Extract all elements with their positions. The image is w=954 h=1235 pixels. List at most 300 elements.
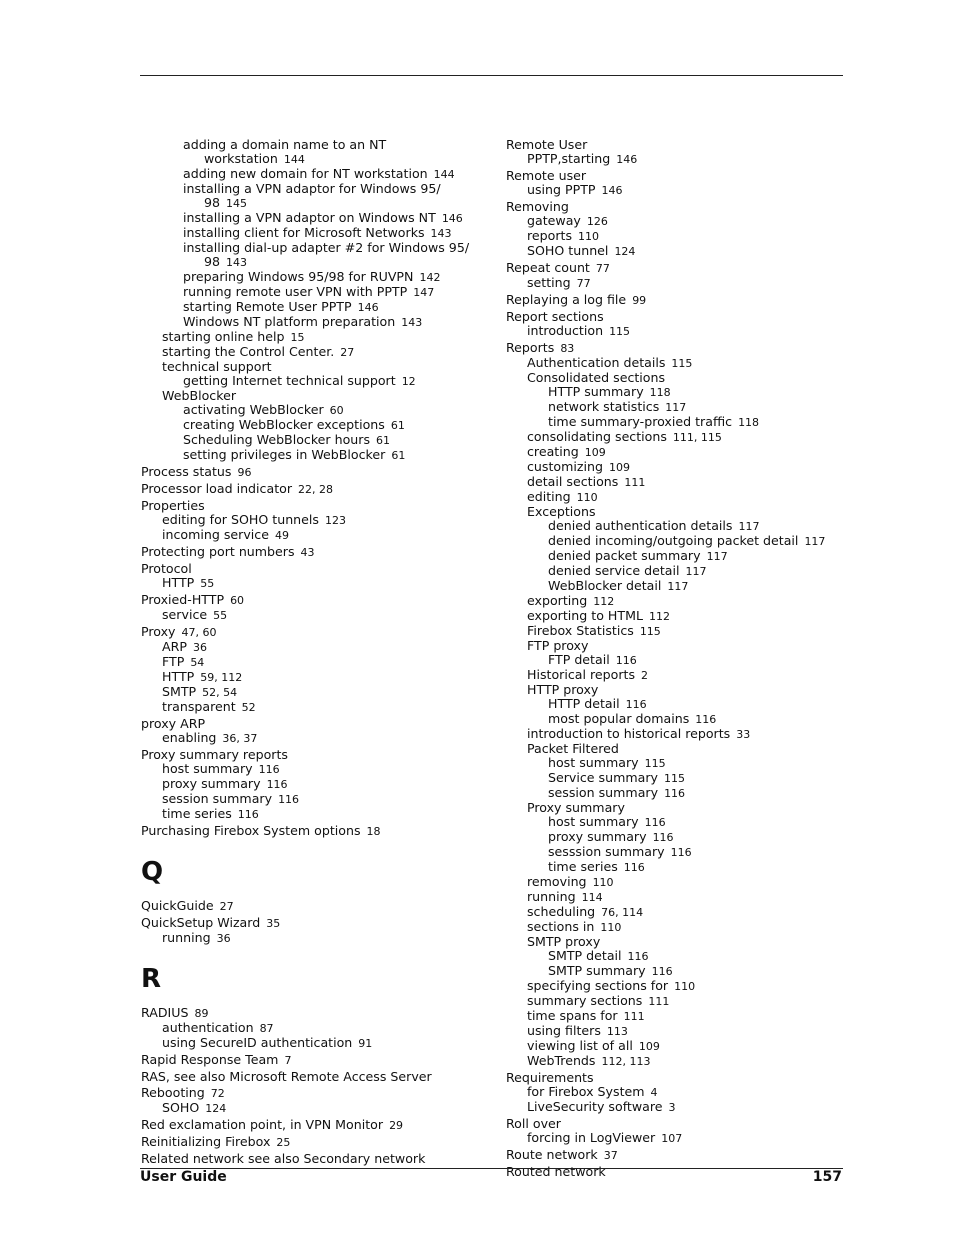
index-term: WebTrends bbox=[527, 1053, 596, 1068]
index-entry bbox=[141, 1152, 501, 1166]
index-entry bbox=[141, 748, 501, 762]
index-term: setting privileges in WebBlocker bbox=[183, 447, 386, 462]
index-page-ref: 117 bbox=[685, 565, 707, 578]
index-entry bbox=[506, 293, 851, 308]
index-term: technical support bbox=[162, 359, 272, 374]
index-page-ref: 36 bbox=[216, 932, 231, 945]
index-term: Roll over bbox=[506, 1116, 561, 1131]
index-term: Protecting port numbers bbox=[141, 544, 295, 559]
index-page-ref: 115 bbox=[639, 625, 661, 638]
index-entry bbox=[506, 964, 851, 979]
index-term: incoming service bbox=[162, 527, 269, 542]
index-term: time summary-proxied traffic bbox=[548, 414, 733, 429]
index-term: time series bbox=[548, 859, 618, 874]
index-entry bbox=[506, 712, 851, 727]
index-term: transparent bbox=[162, 699, 236, 714]
index-entry bbox=[141, 315, 501, 330]
index-entry bbox=[141, 403, 501, 418]
index-entry bbox=[141, 1086, 501, 1101]
index-page-ref: 146 bbox=[441, 212, 463, 225]
index-term: exporting to HTML bbox=[527, 608, 643, 623]
index-term: WebBlocker bbox=[162, 388, 236, 403]
index-term: Report sections bbox=[506, 309, 604, 324]
index-term: SMTP detail bbox=[548, 948, 622, 963]
index-entry bbox=[506, 668, 851, 683]
index-entry bbox=[141, 448, 501, 463]
index-term: consolidating sections bbox=[527, 429, 667, 444]
index-page-ref: 112, 113 bbox=[601, 1055, 651, 1068]
index-page-ref: 145 bbox=[226, 197, 248, 210]
index-term: Proxied-HTTP bbox=[141, 592, 225, 607]
index-page-ref: 77 bbox=[576, 277, 591, 290]
index-term: Purchasing Firebox System options bbox=[141, 823, 361, 838]
index-entry bbox=[506, 505, 851, 519]
index-entry bbox=[141, 655, 501, 670]
index-page-ref: 124 bbox=[205, 1102, 227, 1115]
index-entry bbox=[141, 670, 501, 685]
index-entry bbox=[506, 169, 851, 183]
index-entry bbox=[141, 330, 501, 345]
index-page-ref: 116 bbox=[258, 763, 280, 776]
index-entry bbox=[506, 994, 851, 1009]
index-entry bbox=[506, 1148, 851, 1163]
index-term: 98 bbox=[204, 254, 221, 269]
index-page-ref: 126 bbox=[586, 215, 608, 228]
index-entry bbox=[141, 1036, 501, 1051]
index-page-ref: 22, 28 bbox=[298, 483, 334, 496]
index-entry bbox=[506, 475, 851, 490]
index-entry bbox=[141, 1021, 501, 1036]
index-page-ref: 27 bbox=[340, 346, 355, 359]
index-page-ref: 29 bbox=[389, 1119, 404, 1132]
index-entry bbox=[506, 276, 851, 291]
index-entry bbox=[141, 593, 501, 608]
index-term: reports bbox=[527, 228, 573, 243]
index-entry bbox=[141, 576, 501, 591]
index-term: installing a VPN adaptor for Windows 95/ bbox=[183, 181, 441, 196]
index-entry bbox=[141, 807, 501, 822]
index-term: starting Remote User PPTP bbox=[183, 299, 352, 314]
index-entry bbox=[506, 815, 851, 830]
index-term: proxy summary bbox=[162, 776, 261, 791]
index-page-ref: 117 bbox=[706, 550, 728, 563]
index-term: Remote user bbox=[506, 168, 587, 183]
index-term: Proxy summary bbox=[527, 800, 625, 815]
index-entry bbox=[506, 979, 851, 994]
index-page-ref: 61 bbox=[391, 449, 406, 462]
index-entry bbox=[141, 1006, 501, 1021]
index-page-ref: 115 bbox=[644, 757, 666, 770]
index-page-ref: 61 bbox=[390, 419, 405, 432]
index-entry bbox=[506, 310, 851, 324]
index-term: adding new domain for NT workstation bbox=[183, 166, 428, 181]
index-entry bbox=[141, 731, 501, 746]
index-page-ref: 146 bbox=[601, 184, 623, 197]
index-entry bbox=[506, 579, 851, 594]
index-term: proxy ARP bbox=[141, 716, 206, 731]
index-term: removing bbox=[527, 874, 587, 889]
index-page-ref: 116 bbox=[664, 787, 686, 800]
index-page-ref: 146 bbox=[616, 153, 638, 166]
index-term: installing dial-up adapter #2 for Windows 95/ bbox=[183, 240, 470, 255]
index-entry bbox=[141, 196, 501, 211]
index-term: Consolidated sections bbox=[527, 370, 666, 385]
index-term: Proxy summary reports bbox=[141, 747, 288, 762]
index-entry bbox=[141, 499, 501, 513]
index-term: PPTP,starting bbox=[527, 151, 611, 166]
index-term: LiveSecurity software bbox=[527, 1099, 663, 1114]
index-page-ref: 116 bbox=[695, 713, 717, 726]
index-page-ref: 2 bbox=[641, 669, 649, 682]
index-term: running remote user VPN with PPTP bbox=[183, 284, 408, 299]
footer-page-number: 157 bbox=[812, 1169, 842, 1185]
index-term: denied packet summary bbox=[548, 548, 701, 563]
index-term: creating WebBlocker exceptions bbox=[183, 417, 385, 432]
index-entry bbox=[506, 385, 851, 400]
index-entry bbox=[141, 792, 501, 807]
index-page-ref: 113 bbox=[606, 1025, 628, 1038]
index-entry bbox=[141, 717, 501, 731]
index-page-ref: 124 bbox=[614, 245, 636, 258]
index-term: enabling bbox=[162, 730, 217, 745]
index-page-ref: 37 bbox=[603, 1149, 618, 1162]
index-page-ref: 47, 60 bbox=[181, 626, 217, 639]
index-term: editing bbox=[527, 489, 571, 504]
index-entry bbox=[506, 1024, 851, 1039]
index-page-ref: 99 bbox=[632, 294, 647, 307]
index-term: HTTP proxy bbox=[527, 682, 599, 697]
index-term: Protocol bbox=[141, 561, 192, 576]
index-term: running bbox=[162, 930, 211, 945]
index-page-ref: 143 bbox=[401, 316, 423, 329]
index-term: using SecureID authentication bbox=[162, 1035, 353, 1050]
index-term: session summary bbox=[548, 785, 659, 800]
index-entry bbox=[141, 513, 501, 528]
index-term: running bbox=[527, 889, 576, 904]
index-page-ref: 115 bbox=[609, 325, 631, 338]
index-page-ref: 54 bbox=[190, 656, 205, 669]
index-page-ref: 116 bbox=[670, 846, 692, 859]
index-entry bbox=[506, 845, 851, 860]
index-page-ref: 144 bbox=[283, 153, 305, 166]
index-term: Related network see also Secondary network bbox=[141, 1151, 426, 1166]
index-term: RADIUS bbox=[141, 1005, 189, 1020]
index-page-ref: 116 bbox=[651, 965, 673, 978]
index-page-ref: 117 bbox=[665, 401, 687, 414]
index-page-ref: 116 bbox=[627, 950, 649, 963]
index-term: getting Internet technical support bbox=[183, 373, 396, 388]
index-term: specifying sections for bbox=[527, 978, 669, 993]
index-term: Exceptions bbox=[527, 504, 596, 519]
index-entry bbox=[141, 562, 501, 576]
index-page-ref: 61 bbox=[376, 434, 391, 447]
index-term: Reports bbox=[506, 340, 555, 355]
index-entry bbox=[506, 261, 851, 276]
index-page-ref: 60 bbox=[230, 594, 245, 607]
index-entry bbox=[141, 270, 501, 285]
index-term: forcing in LogViewer bbox=[527, 1130, 656, 1145]
index-term: Rapid Response Team bbox=[141, 1052, 279, 1067]
index-entry bbox=[141, 167, 501, 182]
index-term: starting the Control Center. bbox=[162, 344, 335, 359]
index-term: Authentication details bbox=[527, 355, 666, 370]
index-term: most popular domains bbox=[548, 711, 690, 726]
index-term: QuickSetup Wizard bbox=[141, 915, 261, 930]
index-entry bbox=[506, 935, 851, 949]
index-term: session summary bbox=[162, 791, 273, 806]
index-entry bbox=[506, 697, 851, 712]
index-page-ref: 110 bbox=[578, 230, 600, 243]
index-term: Firebox Statistics bbox=[527, 623, 634, 638]
index-entry bbox=[141, 1101, 501, 1116]
index-entry bbox=[506, 549, 851, 564]
index-term: summary sections bbox=[527, 993, 643, 1008]
index-term: Routed network bbox=[506, 1164, 606, 1179]
index-page-ref: 123 bbox=[324, 514, 346, 527]
index-entry bbox=[506, 415, 851, 430]
index-entry bbox=[506, 430, 851, 445]
index-term: time series bbox=[162, 806, 232, 821]
index-term: SOHO bbox=[162, 1100, 200, 1115]
index-page-ref: 55 bbox=[213, 609, 228, 622]
index-term: FTP proxy bbox=[527, 638, 589, 653]
index-entry bbox=[141, 418, 501, 433]
index-page-ref: 111 bbox=[648, 995, 670, 1008]
index-entry bbox=[141, 1118, 501, 1133]
index-term: SOHO tunnel bbox=[527, 243, 609, 258]
index-entry bbox=[506, 683, 851, 697]
index-page-ref: 91 bbox=[358, 1037, 373, 1050]
index-term: Windows NT platform preparation bbox=[183, 314, 396, 329]
index-entry bbox=[506, 138, 851, 152]
index-page-ref: 116 bbox=[278, 793, 300, 806]
index-term: installing a VPN adaptor on Windows NT bbox=[183, 210, 436, 225]
index-term: using PPTP bbox=[527, 182, 596, 197]
index-page-ref: 107 bbox=[661, 1132, 683, 1145]
index-term: RAS, see also Microsoft Remote Access Server bbox=[141, 1069, 432, 1084]
index-entry bbox=[141, 824, 501, 839]
index-entry bbox=[141, 285, 501, 300]
index-entry bbox=[141, 482, 501, 497]
index-term: viewing list of all bbox=[527, 1038, 633, 1053]
index-entry bbox=[141, 389, 501, 403]
index-entry bbox=[141, 916, 501, 931]
index-page-ref: 4 bbox=[650, 1086, 658, 1099]
index-entry bbox=[506, 742, 851, 756]
index-entry bbox=[506, 653, 851, 668]
index-term: Replaying a log file bbox=[506, 292, 627, 307]
index-term: Processor load indicator bbox=[141, 481, 293, 496]
index-page-ref: 35 bbox=[266, 917, 281, 930]
index-page-ref: 143 bbox=[430, 227, 452, 240]
index-page-ref: 43 bbox=[300, 546, 315, 559]
index-term: Scheduling WebBlocker hours bbox=[183, 432, 371, 447]
index-entry bbox=[506, 324, 851, 339]
index-term: starting online help bbox=[162, 329, 285, 344]
index-term: setting bbox=[527, 275, 571, 290]
index-page-ref: 116 bbox=[644, 816, 666, 829]
index-page-ref: 87 bbox=[259, 1022, 274, 1035]
index-page-ref: 116 bbox=[615, 654, 637, 667]
index-term: 98 bbox=[204, 195, 221, 210]
index-entry bbox=[506, 624, 851, 639]
index-page-ref: 52, 54 bbox=[202, 686, 238, 699]
index-entry bbox=[506, 490, 851, 505]
index-page-ref: 96 bbox=[237, 466, 252, 479]
index-term: denied authentication details bbox=[548, 518, 733, 533]
index-page-ref: 143 bbox=[226, 256, 248, 269]
index-term: SMTP proxy bbox=[527, 934, 601, 949]
index-page-ref: 77 bbox=[595, 262, 610, 275]
index-entry bbox=[506, 534, 851, 549]
index-page-ref: 142 bbox=[419, 271, 441, 284]
index-entry bbox=[506, 341, 851, 356]
index-entry bbox=[506, 460, 851, 475]
index-entry bbox=[506, 214, 851, 229]
index-page-ref: 25 bbox=[276, 1136, 291, 1149]
index-entry bbox=[506, 1131, 851, 1146]
index-page-ref: 112 bbox=[593, 595, 615, 608]
index-page-ref: 116 bbox=[266, 778, 288, 791]
index-entry bbox=[506, 356, 851, 371]
index-page-ref: 52 bbox=[241, 701, 256, 714]
index-entry bbox=[141, 931, 501, 946]
index-term: creating bbox=[527, 444, 579, 459]
index-term: HTTP bbox=[162, 669, 195, 684]
index-page-ref: 83 bbox=[560, 342, 575, 355]
index-term: host summary bbox=[548, 755, 639, 770]
index-term: HTTP summary bbox=[548, 384, 644, 399]
index-entry bbox=[506, 244, 851, 259]
index-entry bbox=[141, 211, 501, 226]
index-entry bbox=[141, 345, 501, 360]
index-term: Rebooting bbox=[141, 1085, 205, 1100]
index-term: FTP detail bbox=[548, 652, 610, 667]
index-page-ref: 112 bbox=[648, 610, 670, 623]
index-page-ref: 111, 115 bbox=[672, 431, 722, 444]
index-term: gateway bbox=[527, 213, 581, 228]
index-entry bbox=[506, 152, 851, 167]
index-term: Repeat count bbox=[506, 260, 590, 275]
index-term: installing client for Microsoft Networks bbox=[183, 225, 425, 240]
index-term: using filters bbox=[527, 1023, 601, 1038]
index-page-ref: 110 bbox=[576, 491, 598, 504]
index-entry bbox=[141, 899, 501, 914]
index-page-ref: 111 bbox=[624, 476, 646, 489]
index-term: host summary bbox=[162, 761, 253, 776]
index-entry bbox=[141, 241, 501, 255]
index-entry bbox=[141, 300, 501, 315]
index-entry bbox=[506, 727, 851, 742]
index-term: sections in bbox=[527, 919, 595, 934]
index-entry bbox=[506, 1100, 851, 1115]
index-page-ref: 18 bbox=[366, 825, 381, 838]
index-entry bbox=[506, 830, 851, 845]
index-page-ref: 72 bbox=[210, 1087, 225, 1100]
index-section-letter: Q bbox=[141, 857, 164, 887]
index-page-ref: 110 bbox=[600, 921, 622, 934]
index-entry bbox=[506, 1009, 851, 1024]
index-column-left bbox=[141, 138, 501, 1166]
index-section-letter: R bbox=[141, 964, 162, 994]
index-page-ref: 111 bbox=[623, 1010, 645, 1023]
index-term: Historical reports bbox=[527, 667, 636, 682]
index-term: sesssion summary bbox=[548, 844, 665, 859]
index-entry bbox=[506, 564, 851, 579]
index-page-ref: 12 bbox=[401, 375, 416, 388]
index-term: HTTP bbox=[162, 575, 195, 590]
index-term: Removing bbox=[506, 199, 569, 214]
index-term: Packet Filtered bbox=[527, 741, 619, 756]
index-page-ref: 116 bbox=[625, 698, 647, 711]
index-entry bbox=[506, 949, 851, 964]
index-term: activating WebBlocker bbox=[183, 402, 324, 417]
index-page-ref: 7 bbox=[284, 1054, 292, 1067]
index-page-ref: 144 bbox=[433, 168, 455, 181]
index-term: introduction to historical reports bbox=[527, 726, 731, 741]
index-page-ref: 33 bbox=[736, 728, 751, 741]
index-term: time spans for bbox=[527, 1008, 618, 1023]
index-entry bbox=[506, 771, 851, 786]
index-entry bbox=[506, 905, 851, 920]
index-term: Service summary bbox=[548, 770, 658, 785]
index-term: host summary bbox=[548, 814, 639, 829]
index-term: denied incoming/outgoing packet detail bbox=[548, 533, 799, 548]
index-entry bbox=[141, 255, 501, 270]
index-page-ref: 27 bbox=[219, 900, 234, 913]
index-term: HTTP detail bbox=[548, 696, 620, 711]
index-entry bbox=[506, 371, 851, 385]
index-entry bbox=[506, 519, 851, 534]
index-page-ref: 117 bbox=[738, 520, 760, 533]
index-entry bbox=[141, 640, 501, 655]
index-page-ref: 116 bbox=[652, 831, 674, 844]
index-entry bbox=[141, 528, 501, 543]
index-term: for Firebox System bbox=[527, 1084, 645, 1099]
footer-title: User Guide bbox=[140, 1169, 227, 1185]
index-term: Process status bbox=[141, 464, 232, 479]
index-entry bbox=[506, 801, 851, 815]
footer-rule bbox=[140, 1168, 843, 1169]
index-entry bbox=[141, 685, 501, 700]
index-page-ref: 116 bbox=[623, 861, 645, 874]
index-term: denied service detail bbox=[548, 563, 680, 578]
index-term: service bbox=[162, 607, 208, 622]
index-entry bbox=[506, 920, 851, 935]
index-entry bbox=[506, 445, 851, 460]
index-page-ref: 109 bbox=[584, 446, 606, 459]
index-term: network statistics bbox=[548, 399, 660, 414]
index-term: SMTP bbox=[162, 684, 197, 699]
index-term: Reinitializing Firebox bbox=[141, 1134, 271, 1149]
index-page-ref: 115 bbox=[663, 772, 685, 785]
index-entry bbox=[141, 762, 501, 777]
index-entry bbox=[141, 465, 501, 480]
index-entry bbox=[506, 200, 851, 214]
index-term: QuickGuide bbox=[141, 898, 214, 913]
index-term: detail sections bbox=[527, 474, 619, 489]
index-entry bbox=[506, 594, 851, 609]
index-entry bbox=[141, 777, 501, 792]
index-entry bbox=[506, 756, 851, 771]
index-entry bbox=[506, 875, 851, 890]
index-page-ref: 89 bbox=[194, 1007, 209, 1020]
index-page-ref: 76, 114 bbox=[601, 906, 644, 919]
index-page-ref: 118 bbox=[649, 386, 671, 399]
index-term: exporting bbox=[527, 593, 588, 608]
index-entry bbox=[141, 226, 501, 241]
index-page-ref: 116 bbox=[237, 808, 259, 821]
